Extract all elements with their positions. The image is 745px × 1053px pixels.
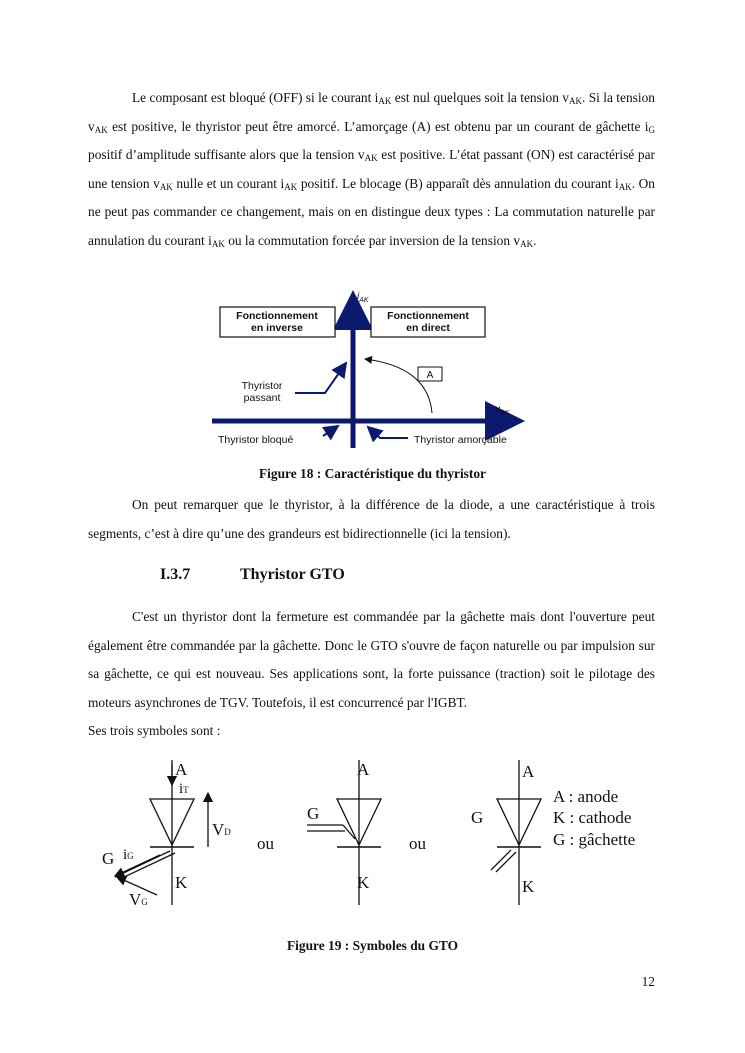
page-number: 12 [641,974,655,989]
box-direct-line2: en direct [406,322,450,334]
box-inverse-line2: en inverse [251,322,303,334]
arrow-bloque [323,426,338,436]
sym1-label-iG-sub: G [127,851,134,861]
label-A: A [426,370,434,381]
label-amorcable: Thyristor amorçable [414,434,507,446]
sym1-label-VD: V [212,820,225,839]
svg-text:iT [179,781,189,797]
gto-symbol-1 [102,760,231,909]
legend-cathode: K : cathode [553,808,632,827]
legend-gachette: G : gâchette [553,830,636,849]
paragraph-gto-description: C'est un thyristor dont la fermeture est commandée par la gâchette mais dont l'ouverture peut également être commandée par la gâchette. Donc le GTO s'ouvre de façon naturelle ou par impulsion sur sa gâchette, ce qui est nouveau. Ses applications sont, la forte puissance (traction) soit le pilotage des moteurs asynchrones de TGV. Toutefois, il est concurrencé par l'IGBT. [88,609,655,710]
sym1-label-VG-sub: G [141,897,148,907]
sym1-label-iT-sub: T [183,785,189,795]
sym2-label-G: G [307,804,320,823]
svg-text:VD [212,820,231,839]
sym1-label-VD-sub: D [224,827,231,837]
sym1-label-A: A [175,760,188,779]
sym1-label-VG: V [129,890,142,909]
sym3-label-K: K [522,877,535,896]
section-number: I.3.7 [160,566,191,583]
svg-text:VG [129,890,148,909]
arrow-passant [295,363,346,393]
sym3-label-G: G [471,808,484,827]
x-axis-label: $v_{AK}$ [495,404,510,417]
gto-symbol-2 [307,760,381,905]
sym1-label-G: G [102,849,115,868]
sym1-label-K: K [175,873,188,892]
section-heading [160,566,345,584]
label-passant-line1: Thyristor [241,380,283,392]
paragraph-thyristor-states: Le composant est bloqué (OFF) si le courant $i_{AK}$ est nul quelques soit la tension $v_{AK}$. Si la tension $v_{AK}$ est positive, le thyristor peut être amorcé. L’amorçage (A) est obtenu par un courant de gâchette $i_G$ positif d’amplitude suffisante alors que la tension $v_{AK}$ est positive. L’état passant (ON) est caractérisé par une tension $v_{AK}$ nulle et un courant $i_{AK}$ positif. Le blocage (B) apparaît dès annulation du courant $i_{AK}$. On ne peut pas commander ce changement, mais on en distingue deux types : La commutation naturelle par annulation du courant $i_{AK}$ ou la commutation forcée par inversion de la tension $v_{AK}$. [88,90,655,249]
box-inverse-line1: Fonctionnement [236,310,318,322]
sym1-label-iG: i [123,847,128,863]
sym2-label-A: A [357,760,370,779]
section-title: Thyristor GTO [240,566,345,583]
arrow-amorcable [368,427,408,438]
figure-19-gto-symbols [95,755,665,915]
ou-separator-2: ou [409,834,426,853]
figure-18-caption: Figure 18 : Caractéristique du thyristor [259,466,486,481]
svg-text:iG [123,847,134,863]
gto-symbol-3 [471,760,541,905]
figure-18-thyristor-characteristic [200,283,550,453]
y-axis-label: $i_{AK}$ [357,291,369,304]
ou-separator-1: ou [257,834,274,853]
legend-anode: A : anode [553,787,619,806]
sym3-label-A: A [522,762,535,781]
sym1-label-iT: i [179,781,184,797]
box-direct-line1: Fonctionnement [387,310,469,322]
figure-19-caption: Figure 19 : Symboles du GTO [286,938,458,953]
label-passant-line2: passant [243,392,281,404]
sym2-label-K: K [357,873,370,892]
paragraph-symbols-intro: Ses trois symboles sont : [88,723,221,738]
paragraph-three-segments: On peut remarquer que le thyristor, à la différence de la diode, a une caractéristique à trois segments, c’est à dire qu’une des grandeurs est bidirectionnelle (ici la tension). [88,497,655,541]
label-bloque: Thyristor bloqué [218,434,294,446]
